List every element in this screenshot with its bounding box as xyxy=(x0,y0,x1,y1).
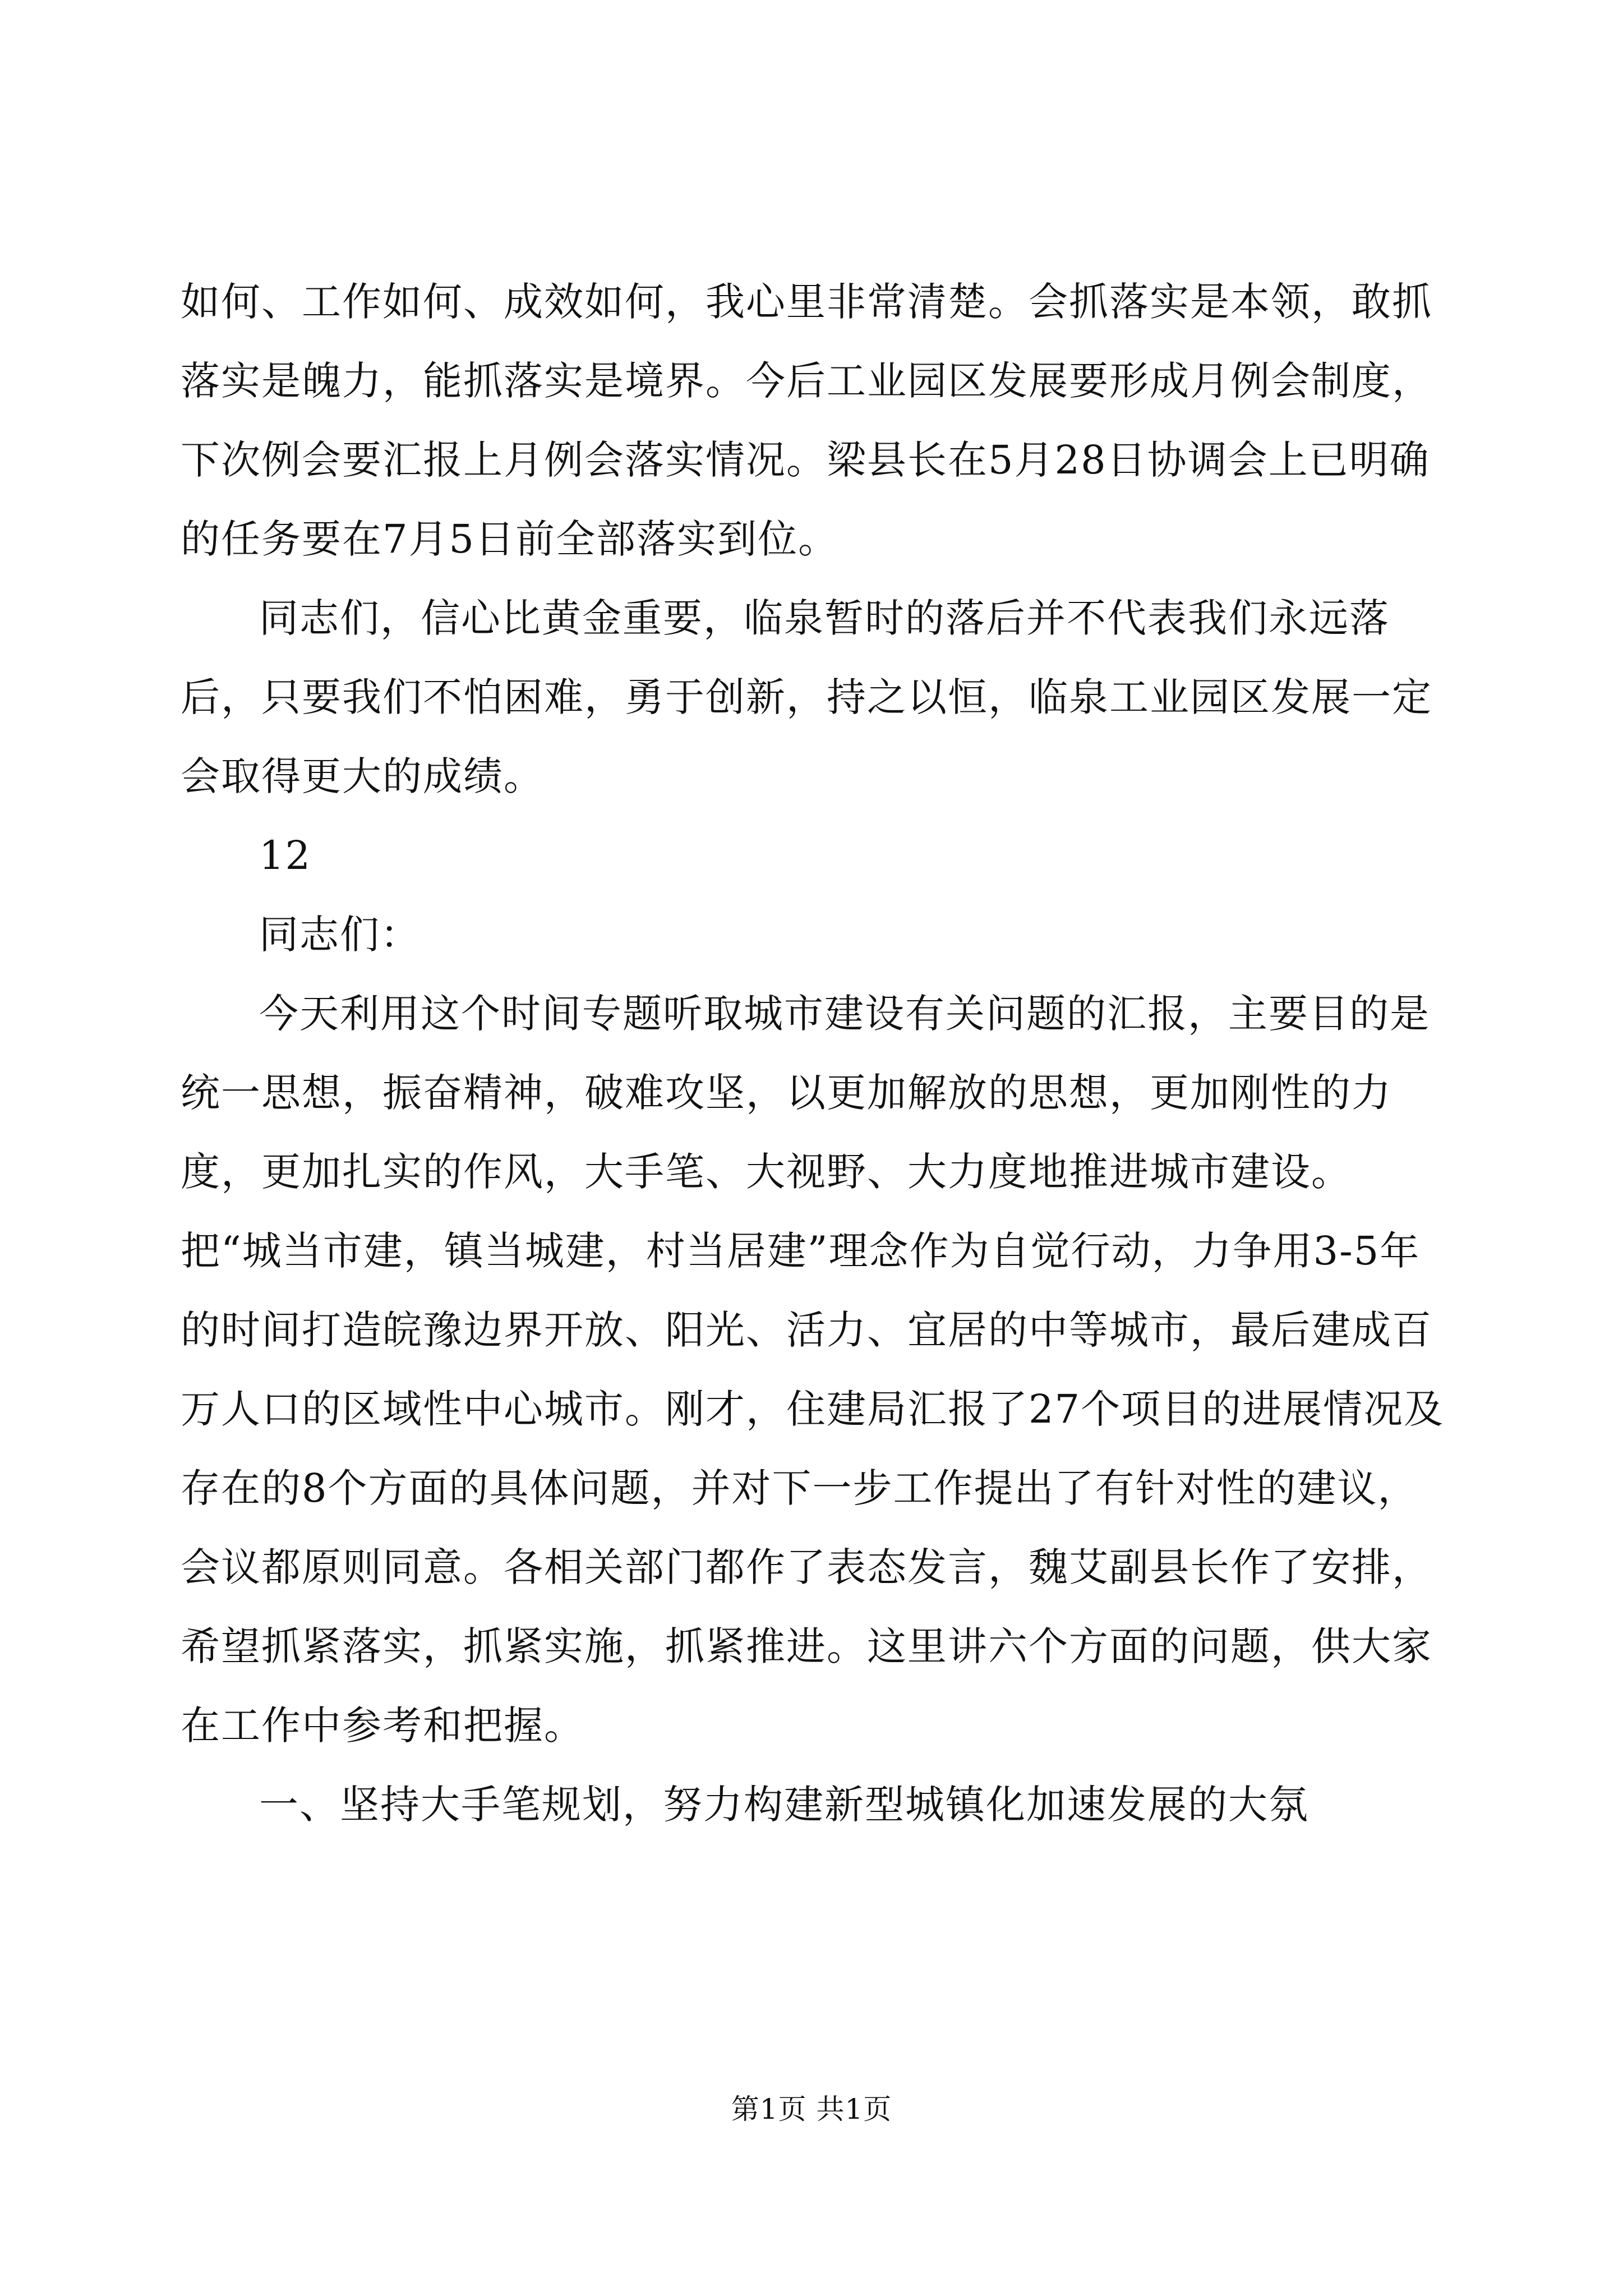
paragraph-city-construction: 今天利用这个时间专题听取城市建设有关问题的汇报，主要目的是统一思想，振奋精神，破难攻坚，以更加解放的思想，更加刚性的力度，更加扎实的作风，大手笔、大视野、大力度地推进城市建设。把“城当市建，镇当城建，村当居建”理念作为自觉行动，力争用3-5年的时间打造皖豫边界开放、阳光、活力、宜居的中等城市，最后建成百万人口的区域性中心城市。刚才，住建局汇报了27个项目的进展情况及存在的8个方面的具体问题，并对下一步工作提出了有针对性的建议，会议都原则同意。各相关部门都作了表态发言，魏艾副县长作了安排，希望抓紧落实，抓紧实施，抓紧推进。这里讲六个方面的问题，供大家在工作中参考和把握。 xyxy=(181,991,1445,1749)
paragraph-confidence: 同志们，信心比黄金重要，临泉暂时的落后并不代表我们永远落后，只要我们不怕困难，勇于创新，持之以恒，临泉工业园区发展一定会取得更大的成绩。 xyxy=(181,595,1432,799)
document-body xyxy=(181,263,1448,1844)
paragraph-continuation: 如何、工作如何、成效如何，我心里非常清楚。会抓落实是本领，敢抓落实是魄力，能抓落实是境界。今后工业园区发展要形成月例会制度，下次例会要汇报上月例会落实情况。梁县长在5月28日协调会上已明确的任务要在7月5日前全部落实到位。 xyxy=(181,279,1432,562)
paragraph-point-one: 一、坚持大手笔规划，努力构建新型城镇化加速发展的大氛 xyxy=(259,1782,1309,1828)
page-footer: 第1页 共1页 xyxy=(731,2093,892,2125)
section-number: 12 xyxy=(259,832,312,878)
salutation: 同志们： xyxy=(259,912,421,958)
